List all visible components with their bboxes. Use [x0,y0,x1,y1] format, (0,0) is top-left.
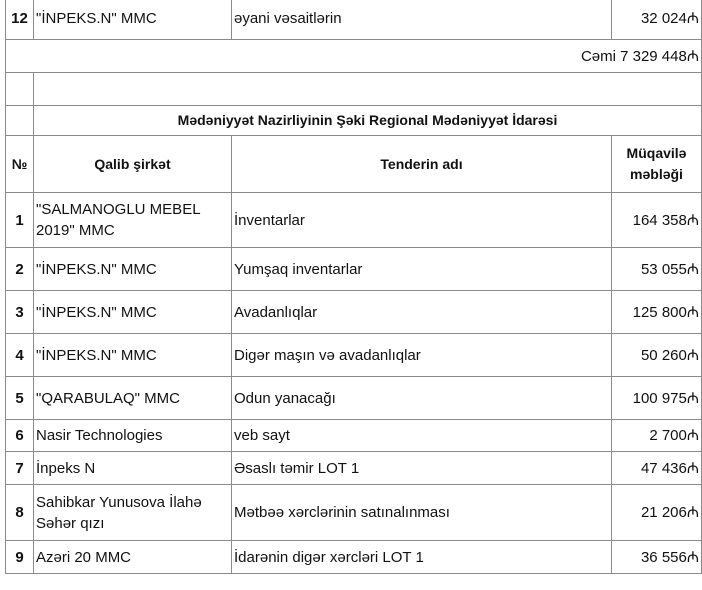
row-index: 3 [6,291,34,334]
company-cell: Azəri 20 MMC [34,541,232,574]
table-row [6,420,702,452]
header-tender: Tenderin adı [232,136,612,193]
amount-cell: 36 556₼ [612,541,702,574]
row-index: 12 [6,0,34,40]
empty-cell [6,106,34,136]
table-row [6,291,702,334]
amount-cell: 32 024₼ [612,0,702,40]
company-cell: "QARABULAQ" MMC [34,377,232,420]
company-cell: "İNPEKS.N" MMC [34,291,232,334]
table-row [6,193,702,248]
amount-cell: 2 700₼ [612,420,702,452]
tender-cell: İnventarlar [232,193,612,248]
table-row [6,485,702,541]
row-index: 7 [6,452,34,485]
company-cell: Nasir Technologies [34,420,232,452]
tender-cell: veb sayt [232,420,612,452]
company-cell: "İNPEKS.N" MMC [34,248,232,291]
tender-cell: Digər maşın və avadanlıqlar [232,334,612,377]
header-no: № [6,136,34,193]
total-row [6,40,702,73]
tender-cell: İdarənin digər xərcləri LOT 1 [232,541,612,574]
amount-cell: 164 358₼ [612,193,702,248]
header-row [6,136,702,193]
empty-cell [34,73,702,106]
table-row [6,334,702,377]
tender-table [5,0,702,574]
amount-cell: 50 260₼ [612,334,702,377]
table-row [6,0,702,40]
row-index: 9 [6,541,34,574]
company-cell: "SALMANOGLU MEBEL 2019" MMC [34,193,232,248]
amount-cell: 47 436₼ [612,452,702,485]
table-row [6,452,702,485]
amount-cell: 125 800₼ [612,291,702,334]
tender-cell: Əsaslı təmir LOT 1 [232,452,612,485]
empty-cell [6,73,34,106]
section-title: Mədəniyyət Nazirliyinin Şəki Regional Mədəniyyət İdarəsi [34,106,702,136]
company-cell: İnpeks N [34,452,232,485]
company-cell: "İNPEKS.N" MMC [34,334,232,377]
tender-cell: Odun yanacağı [232,377,612,420]
table-row [6,377,702,420]
spacer-row [6,73,702,106]
row-index: 1 [6,193,34,248]
amount-cell: 53 055₼ [612,248,702,291]
tender-cell: Yumşaq inventarlar [232,248,612,291]
row-index: 5 [6,377,34,420]
header-amount: Müqavilə məbləği [612,136,702,193]
row-index: 2 [6,248,34,291]
amount-cell: 100 975₼ [612,377,702,420]
tender-cell: Mətbəə xərclərinin satınalınması [232,485,612,541]
row-index: 6 [6,420,34,452]
table-row [6,541,702,574]
section-title-row [6,106,702,136]
tender-cell: Avadanlıqlar [232,291,612,334]
total-cell: Cəmi 7 329 448₼ [6,40,702,73]
company-cell: Sahibkar Yunusova İlahə Səhər qızı [34,485,232,541]
amount-cell: 21 206₼ [612,485,702,541]
row-index: 4 [6,334,34,377]
header-company: Qalib şirkət [34,136,232,193]
company-cell: "İNPEKS.N" MMC [34,0,232,40]
row-index: 8 [6,485,34,541]
table-row [6,248,702,291]
tender-cell: əyani vəsaitlərin [232,0,612,40]
